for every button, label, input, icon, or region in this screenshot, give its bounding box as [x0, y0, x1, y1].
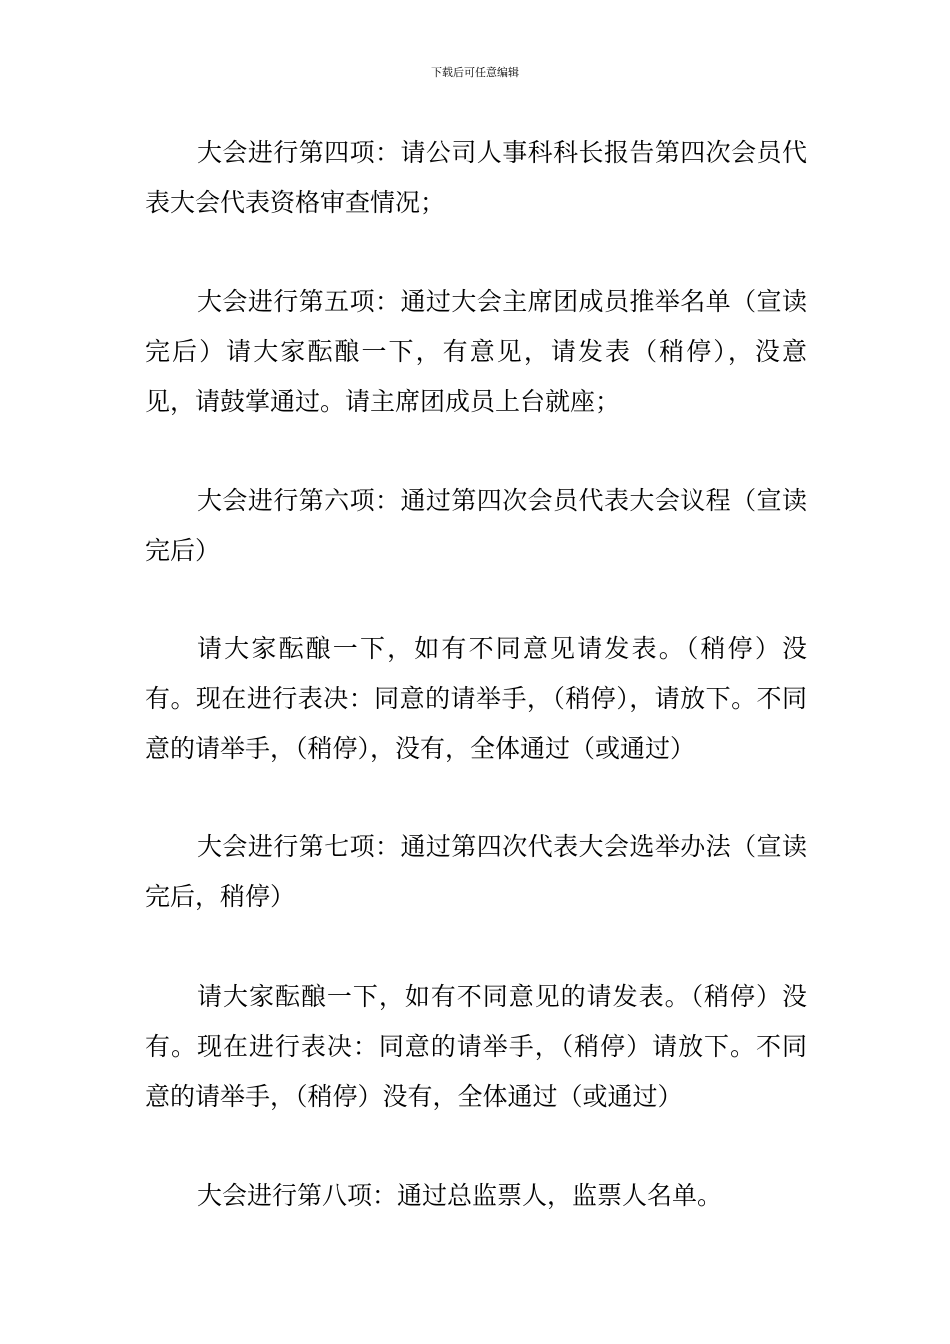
paragraph-item-5: 大会进行第五项：通过大会主席团成员推举名单（宣读完后）请大家酝酿一下，有意见，请发表（稍停），没意见，请鼓掌通过。请主席团成员上台就座；: [145, 287, 807, 416]
paragraph-item-8: 大会进行第八项：通过总监票人，监票人名单。: [197, 1181, 723, 1210]
header-note: 下载后可任意编辑: [431, 66, 519, 79]
paragraph-vote-election-rules: 请大家酝酿一下，如有不同意见的请发表。（稍停）没有。现在进行表决：同意的请举手，（稍停）请放下。不同意的请举手，（稍停）没有，全体通过（或通过）: [145, 982, 807, 1111]
paragraph-item-7: 大会进行第七项：通过第四次代表大会选举办法（宣读完后，稍停）: [145, 832, 807, 911]
paragraph-vote-agenda: 请大家酝酿一下，如有不同意见请发表。（稍停）没有。现在进行表决：同意的请举手，（稍停），请放下。不同意的请举手，（稍停），没有，全体通过（或通过）: [145, 634, 807, 763]
paragraph-item-4: 大会进行第四项：请公司人事科科长报告第四次会员代表大会代表资格审查情况；: [145, 138, 807, 217]
paragraph-item-6: 大会进行第六项：通过第四次会员代表大会议程（宣读完后）: [145, 486, 807, 565]
